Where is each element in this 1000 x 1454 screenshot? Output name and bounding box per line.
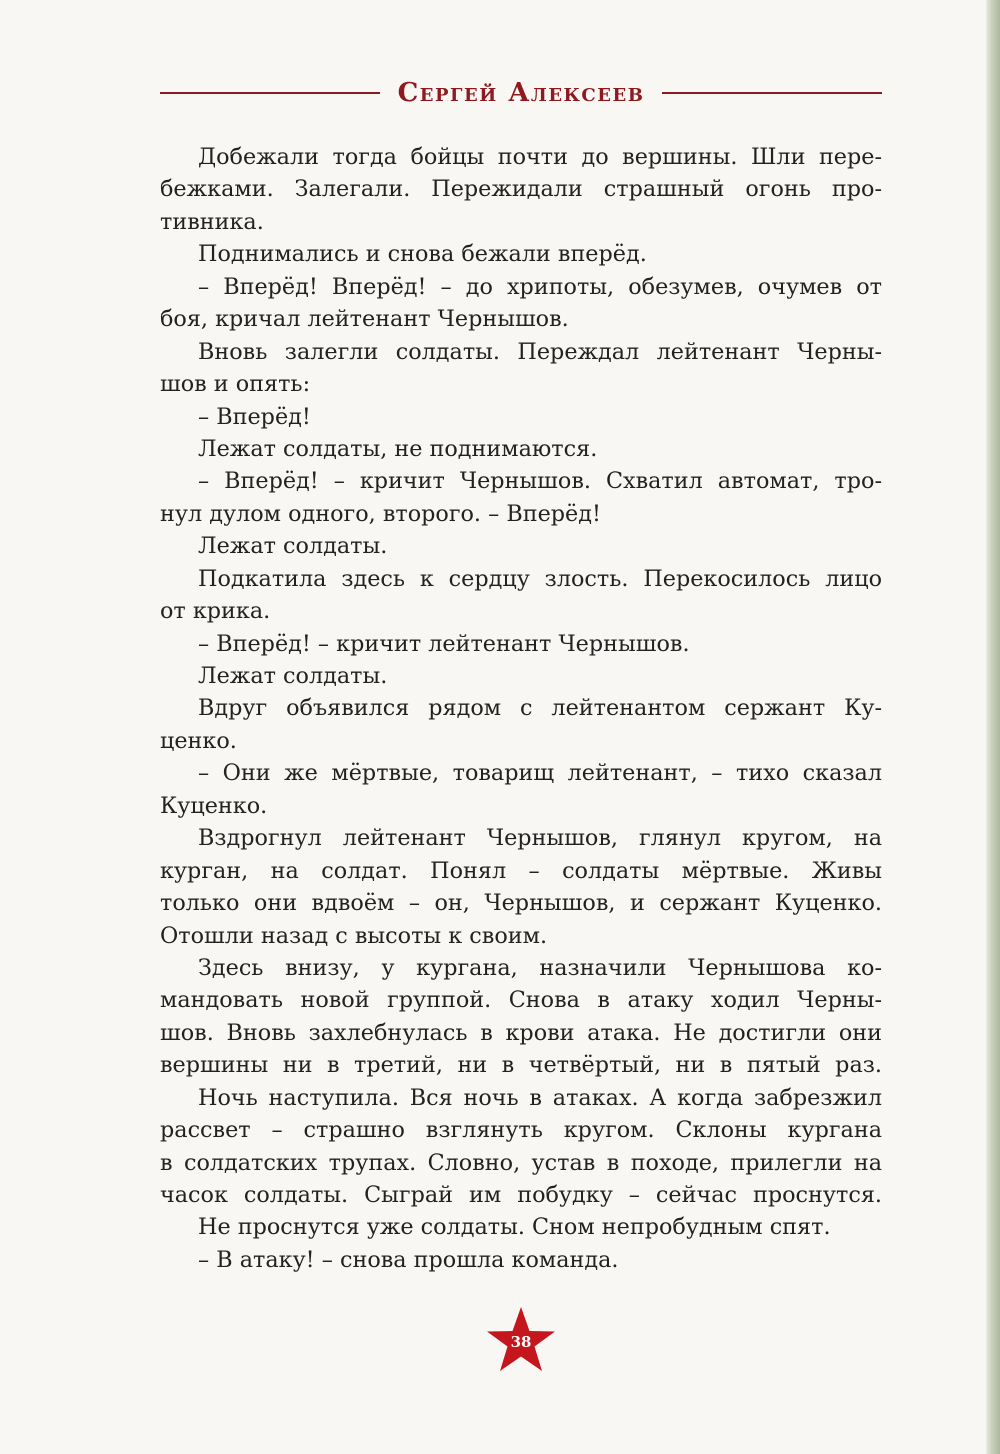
text-line: бежками. Залегали. Пережидали страшный огонь про- [160,176,882,203]
text-line: Ночь наступила. Вся ночь в атаках. А когда забрезжил [198,1084,882,1111]
page-number-badge [484,1305,558,1377]
text-line: только они вдвоём – он, Чернышов, и сержант Куценко. [160,890,882,917]
text-line: – Вперёд! – кричит лейтенант Чернышов. [198,630,690,657]
text-line: часок солдаты. Сыграй им побудку – сейчас проснутся. [160,1182,882,1208]
page-number: 38 [510,1333,532,1351]
text-line: от крика. [160,598,271,625]
text-line: Не проснутся уже солдаты. Сном непробудным спят. [198,1214,831,1241]
text-line: тивника. [160,208,264,235]
text-line: – Вперёд! [198,403,311,430]
text-line: Отошли назад с высоты к своим. [160,922,548,949]
text-line: рассвет – страшно взглянуть кругом. Склоны кургана [160,1117,882,1144]
text-line: Вновь залегли солдаты. Переждал лейтенант Черны- [198,338,882,365]
text-line: в солдатских трупах. Словно, устав в походе, прилегли на [160,1149,882,1176]
body-text [160,141,882,1276]
text-line: ценко. [160,727,237,754]
header-rule-left [160,92,380,94]
text-line: курган, на солдат. Понял – солдаты мёртвые. Живы [160,857,882,884]
text-line: – Они же мёртвые, товарищ лейтенант, – тихо сказал [198,760,882,787]
text-line: – Вперёд! – кричит Чернышов. Схватил автомат, тро- [198,468,882,495]
text-line: мандовать новой группой. Снова в атаку ходил Черны- [160,987,882,1014]
text-line: – В атаку! – снова прошла команда. [198,1246,619,1273]
text-line: – Вперёд! Вперёд! – до хрипоты, обезумев, очумев от [198,273,882,300]
author-name: Сергей Алексеев [397,78,645,108]
running-header [160,76,882,110]
text-line: Вдруг объявился рядом с лейтенантом сержант Ку- [198,695,882,722]
text-line: нул дулом одного, второго. – Вперёд! [160,500,601,527]
text-line: Добежали тогда бойцы почти до вершины. Шли пере- [198,144,882,170]
text-line: Поднимались и снова бежали вперёд. [198,241,647,268]
text-line: боя, кричал лейтенант Чернышов. [160,306,569,333]
text-line: шов и опять: [160,371,311,398]
header-rule-right [662,92,882,94]
text-line: Лежат солдаты, не поднимаются. [198,435,598,462]
text-line: Лежат солдаты. [198,663,388,689]
text-line: Подкатила здесь к сердцу злость. Перекосилось лицо [198,565,882,592]
text-line: Вздрогнул лейтенант Чернышов, глянул кругом, на [198,825,882,852]
text-line: шов. Вновь захлебнулась в крови атака. Не достигли они [160,1019,882,1046]
page-edge [986,0,1000,1454]
text-line: вершины ни в третий, ни в четвёртый, ни в пятый раз. [160,1052,882,1079]
text-line: Здесь внизу, у кургана, назначили Чернышова ко- [198,954,882,981]
text-line: Лежат солдаты. [198,533,388,560]
text-line: Куценко. [160,792,268,819]
